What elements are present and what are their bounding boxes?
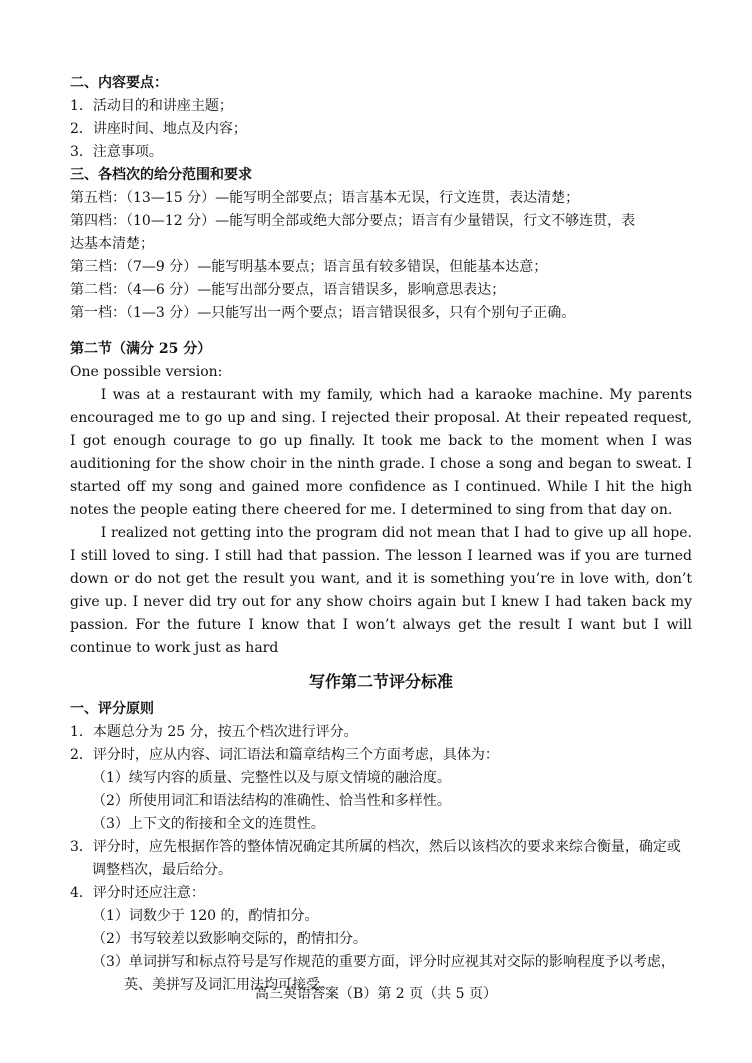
sample-paragraph-2: I realized not getting into the program did not mean that I had to give up all hope. I still loved to sing. I still had that passion. The lesson I learned was if you are turned down or do not get the result you want, and it is something you’re in love with, don’t give up. I never did try out for any show choirs again but I knew I had taken back my passion. For the future I know that I won’t always get the result I want but I will continue to work just as hard: [70, 525, 692, 656]
criteria-subitem: （2）书写较差以致影响交际的，酌情扣分。: [92, 931, 367, 947]
score-level: 第四档：（10—12 分）—能写明全部或绝大部分要点；语言有少量错误，行文不够连贯，表: [70, 213, 636, 229]
criteria-subitem: （1）续写内容的质量、完整性以及与原文情境的融洽度。: [92, 770, 451, 786]
score-level: 第一档：（1—3 分）—只能写出一两个要点；语言错误很多，只有个别句子正确。: [70, 305, 576, 321]
sample-paragraph-1: I was at a restaurant with my family, which had a karaoke machine. My parents encouraged me to go up and sing. I rejected their proposal. At their repeated request, I got enough courage to go up finally. It took me back to the moment when I was auditioning for the show choir in the ninth grade. I chose a song and began to sweat. I started off my song and gained more confidence as I continued. While I hit the high notes the people eating there cheered for me. I determined to sing from that day on.: [70, 387, 692, 518]
score-level: 第二档：（4—6 分）—能写出部分要点，语言错误多，影响意思表达；: [70, 282, 506, 298]
criteria-item: 1．本题总分为 25 分，按五个档次进行评分。: [70, 724, 358, 740]
content-point: 1．活动目的和讲座主题；: [70, 98, 233, 114]
criteria-subitem: （3）上下文的衔接和全文的连贯性。: [92, 816, 325, 832]
criteria-item: 2．评分时，应从内容、词汇语法和篇章结构三个方面考虑，具体为：: [70, 747, 499, 763]
answer-page: [70, 72, 692, 997]
criteria-title: 写作第二节评分标准: [308, 672, 453, 691]
content-point: 3．注意事项。: [70, 144, 163, 160]
criteria-subitem: （2）所使用词汇和语法结构的准确性、恰当性和多样性。: [92, 793, 451, 809]
score-level-continued: 达基本清楚；: [70, 236, 154, 252]
section-two-title: 第二节（满分 25 分）: [70, 341, 212, 357]
sample-intro: One possible version:: [70, 364, 223, 380]
score-range-heading: 三、各档次的给分范围和要求: [70, 167, 252, 183]
score-level: 第五档：（13—15 分）—能写明全部要点；语言基本无误，行文连贯，表达清楚；: [70, 190, 580, 206]
content-point: 2．讲座时间、地点及内容；: [70, 121, 247, 137]
criteria-item: 3．评分时，应先根据作答的整体情况确定其所属的档次，然后以该档次的要求来综合衡量，确定或调整档次，最后给分。: [70, 839, 681, 878]
criteria-item: 4．评分时还应注意：: [70, 885, 205, 901]
criteria-subitem: （3）单词拼写和标点符号是写作规范的重要方面，评分时应视其对交际的影响程度予以考虑，英、美拼写及词汇用法均可接受。: [92, 954, 675, 993]
criteria-subitem: （1）词数少于 120 的，酌情扣分。: [92, 908, 319, 924]
page-footer: 高三英语答案（B）第 2 页（共 5 页）: [255, 986, 497, 1002]
criteria-heading: 一、评分原则: [70, 701, 154, 717]
content-points-heading: 二、内容要点：: [70, 75, 168, 91]
score-level: 第三档：（7—9 分）—能写明基本要点；语言虽有较多错误，但能基本达意；: [70, 259, 548, 275]
